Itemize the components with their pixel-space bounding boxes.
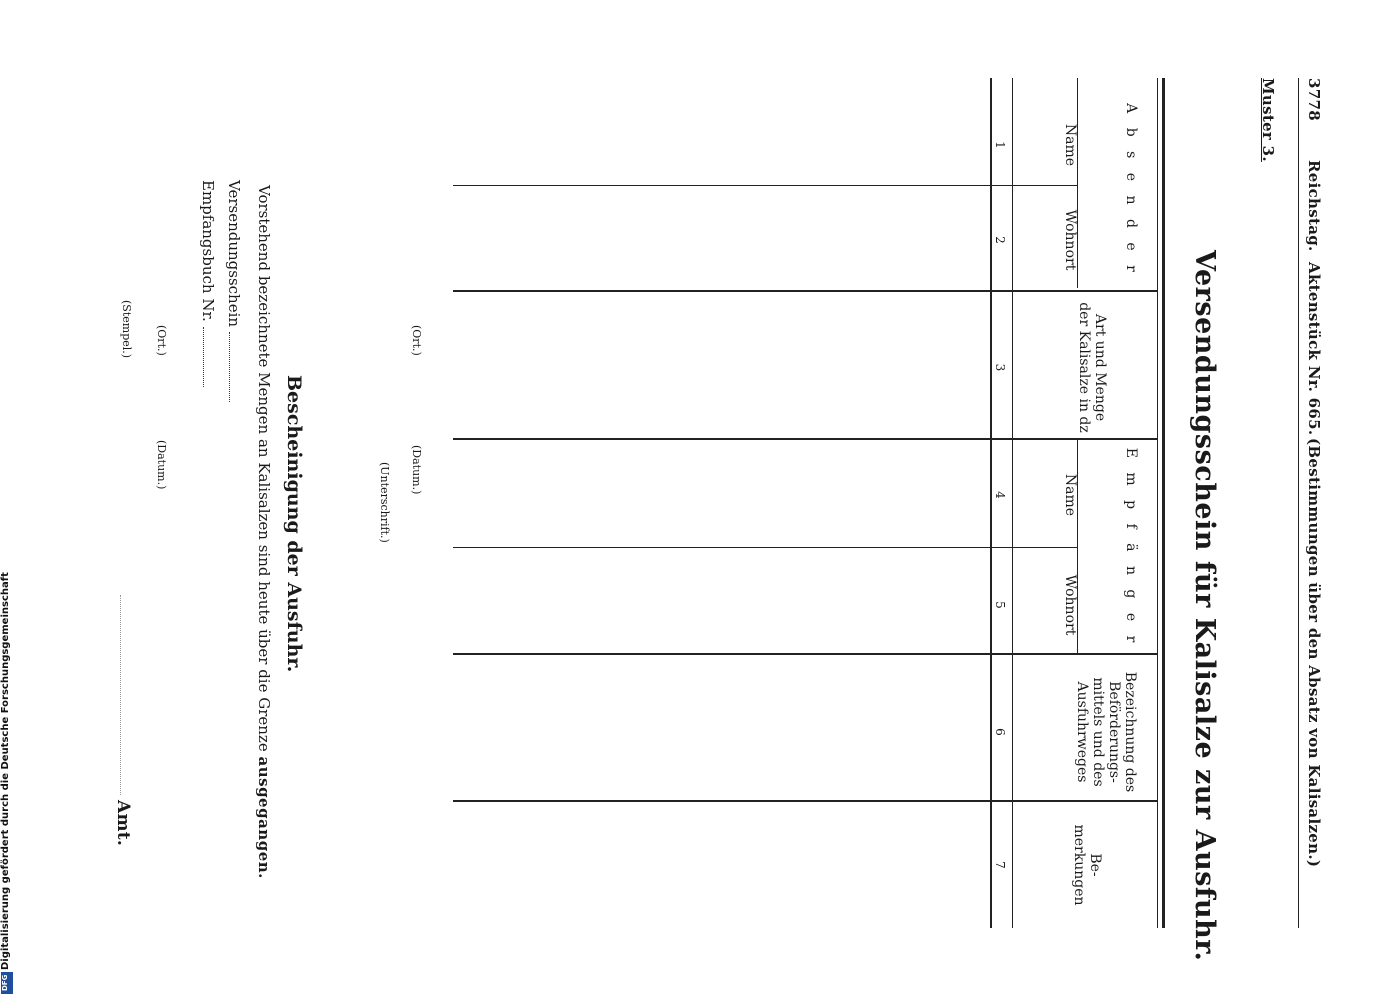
col-number-2: 2 [993, 236, 1007, 244]
col-divider [453, 547, 1078, 548]
col-divider [453, 290, 1158, 292]
col-label-5: Wohnort [1062, 574, 1078, 636]
certificate-text [255, 185, 273, 879]
sample-label: Muster 3. [1259, 78, 1277, 162]
col-number-6: 6 [993, 728, 1007, 736]
col-label-4: Name [1062, 473, 1078, 517]
header-source: Reichstag. [1305, 160, 1323, 252]
shipping-note-line [225, 180, 243, 402]
signature-date: (Datum.) [410, 445, 423, 495]
header-subject: (Bestimmungen über den Absatz von Kalisalzen.) [1305, 438, 1323, 868]
col-label-1: Name [1062, 123, 1078, 167]
group-sender: A b s e n d e r [1123, 103, 1139, 277]
col-label-3: Art und Menge der Kalisalze in dz [1076, 302, 1108, 433]
office-blank [120, 595, 121, 795]
signature-place: (Ort.) [410, 325, 423, 356]
page-number: 3778 [1305, 78, 1323, 121]
receipt-book-blank [203, 327, 214, 387]
col-number-5: 5 [993, 601, 1007, 609]
col-divider [453, 438, 1158, 440]
certificate-place: (Ort.) [155, 325, 168, 356]
receipt-book-line [199, 180, 217, 387]
signature-signature: (Unterschrift.) [378, 462, 391, 543]
funding-note: Digitalisierung gefördert durch die Deutsche Forschungsgemeinschaft [0, 572, 11, 970]
col-number-3: 3 [993, 363, 1007, 372]
col-label-6: Bezeichnung des Beförderungs- mittels und des Ausfuhrweges [1074, 671, 1138, 793]
form-title: Versendungsschein für Kalisalze zur Ausfuhr. [1189, 250, 1220, 962]
col-divider [453, 653, 1158, 655]
header-document: Aktenstück Nr. 665. [1305, 262, 1323, 436]
col-divider [453, 800, 1158, 802]
shipping-note-blank [229, 332, 240, 402]
office-label: Amt. [113, 800, 133, 847]
col-number-4: 4 [993, 491, 1007, 499]
receipt-book-label: Empfangsbuch Nr. [199, 180, 217, 322]
shipping-note-label: Versendungsschein [225, 180, 243, 328]
col-number-1: 1 [993, 141, 1007, 149]
certificate-text-start: Vorstehend bezeichnete Mengen an Kalisalzen sind heute über die Grenze [255, 185, 273, 752]
certificate-text-emph: ausgegangen. [255, 756, 273, 879]
col-divider [453, 185, 1078, 186]
funding-strip [0, 572, 14, 1000]
group-recipient: E m p f ä n g e r [1123, 447, 1139, 648]
header-rule [1298, 78, 1299, 928]
certificate-date: (Datum.) [155, 440, 168, 490]
table-top-rule [1162, 78, 1165, 928]
certificate-stamp: (Stempel.) [120, 300, 133, 359]
col-number-7: 7 [993, 861, 1007, 869]
dfg-logo: DFG [1, 972, 13, 994]
col-label-7: Be- merkungen [1071, 824, 1103, 906]
col-label-2: Wohnort [1062, 209, 1078, 271]
certificate-title: Bescheinigung der Ausfuhr. [283, 375, 305, 673]
